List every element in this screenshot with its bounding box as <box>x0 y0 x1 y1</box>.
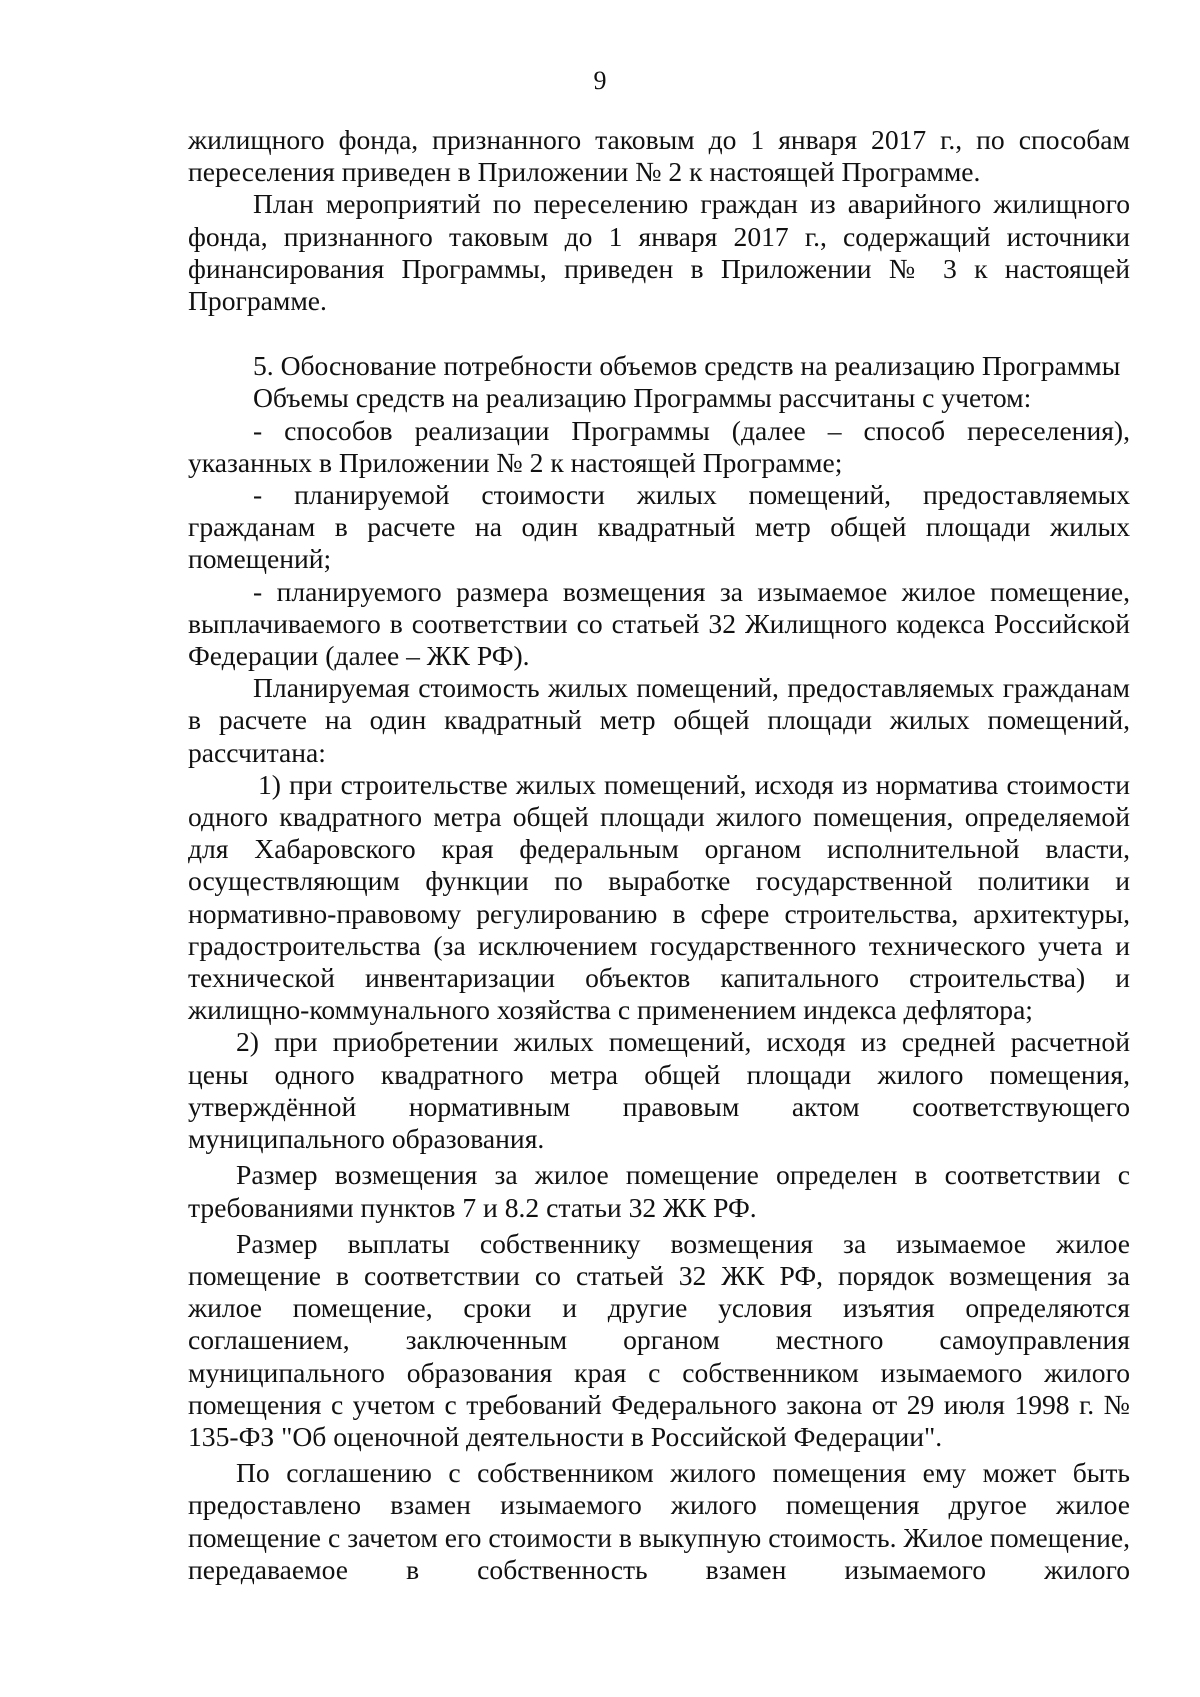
list-item-cost: - планируемой стоимости жилых помещений, предоставляемых гражданам в расчете на один квадратный метр общей площади жилых помещений; <box>188 479 1130 575</box>
paragraph-continuation: жилищного фонда, признанного таковым до 1 января 2017 г., по способам переселения приведен в Приложении № 2 к настоящей Программе. <box>188 124 1130 188</box>
list-item-construction: 1) при строительстве жилых помещений, исходя из норматива стоимости одного квадратного метра общей площади жилого помещения, определяемой для Хабаровского края федеральным органом исполнительной власти, осуществляющим функции по выработке государственной политики и нормативно-правовому регулированию в сфере строительства, архитектуры, градостроительства (за исключением государственного технического учета и технической инвентаризации объектов капитального строительства) и жилищно-коммунального хозяйства с применением индекса дефлятора; <box>188 768 1130 1026</box>
list-item-purchase: 2) при приобретении жилых помещений, исходя из средней расчетной цены одного квадратного метра общей площади жилого помещения, утверждённой нормативным правовым актом соответствующего муниципального образования. <box>188 1026 1130 1155</box>
paragraph-agreement: По соглашению с собственником жилого помещения ему может быть предоставлено взамен изымаемого жилого помещения другое жилое помещение с зачетом его стоимости в выкупную стоимость. Жилое помещение, передаваемое в собственность взамен изымаемого жилого <box>188 1457 1130 1585</box>
paragraph-action-plan: План мероприятий по переселению граждан из аварийного жилищного фонда, признанного таковым до 1 января 2017 г., содержащий источники финансирования Программы, приведен в Приложении № 3 к настоящей Программе. <box>188 188 1130 317</box>
paragraph-planned-cost: Планируемая стоимость жилых помещений, предоставляемых гражданам в расчете на один квадратный метр общей площади жилых помещений, рассчитана: <box>188 672 1130 768</box>
paragraph-compensation-size: Размер возмещения за жилое помещение определен в соответствии с требованиями пунктов 7 и 8.2 статьи 32 ЖК РФ. <box>188 1159 1130 1223</box>
section-heading: 5. Обоснование потребности объемов средств на реализацию Программы <box>253 350 1121 382</box>
paragraph-payment: Размер выплаты собственнику возмещения за изымаемое жилое помещение в соответствии со статьей 32 ЖК РФ, порядок возмещения за жилое помещение, сроки и другие условия изъятия определяются соглашением, заключенным органом местного самоуправления муниципального образования края с собственником изымаемого жилого помещения с учетом с требований Федерального закона от 29 июля 1998 г. № 135-ФЗ "Об оценочной деятельности в Российской Федерации". <box>188 1227 1130 1452</box>
list-item-methods: - способов реализации Программы (далее – способ переселения), указанных в Приложении № 2 к настоящей Программе; <box>188 414 1130 478</box>
list-item-compensation: - планируемого размера возмещения за изымаемое жилое помещение, выплачиваемого в соответствии со статьей 32 Жилищного кодекса Российской Федерации (далее – ЖК РФ). <box>188 575 1130 672</box>
page-number: 9 <box>593 66 607 95</box>
document-body <box>188 124 1130 1586</box>
paragraph-funding-calc: Объемы средств на реализацию Программы рассчитаны с учетом: <box>253 382 1032 414</box>
